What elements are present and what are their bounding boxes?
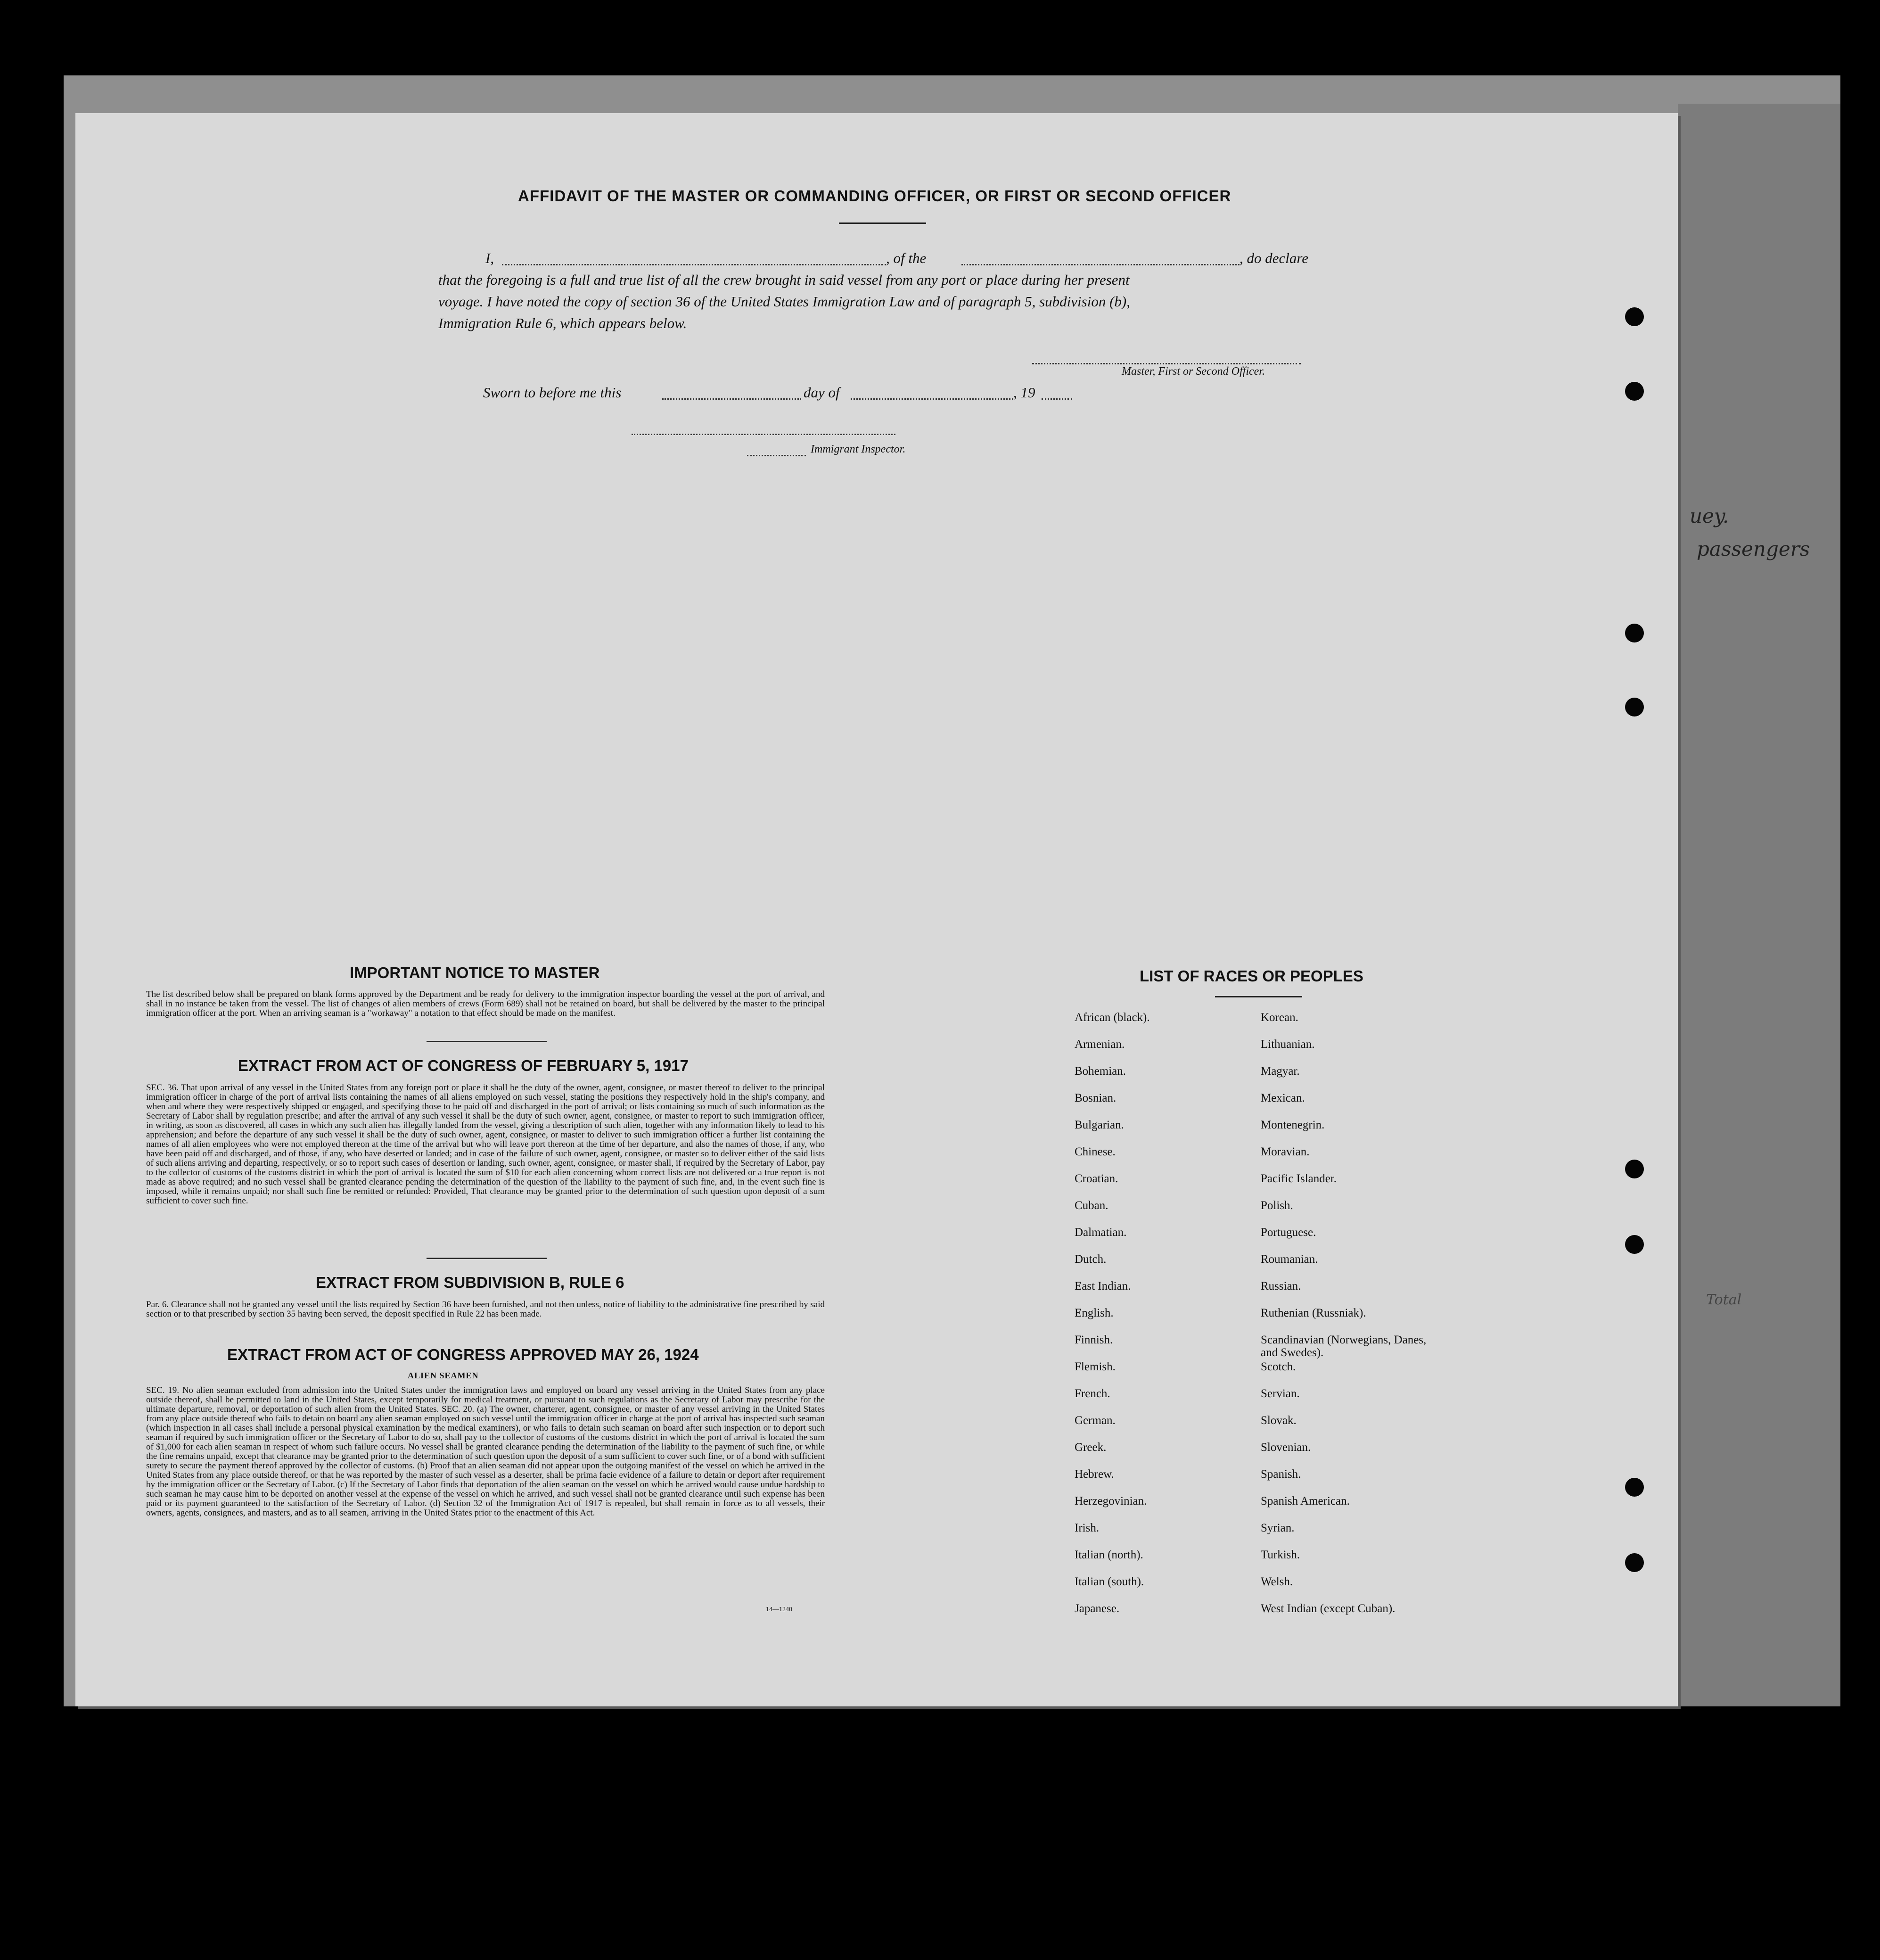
- manifest-page: [75, 113, 1678, 1706]
- race-item: Croatian.: [1075, 1172, 1118, 1185]
- officer-name-blank[interactable]: [502, 264, 886, 265]
- race-item: German.: [1075, 1414, 1116, 1427]
- races-column-1: [1075, 1011, 1244, 1629]
- alien-seamen-subtitle: ALIEN SEAMEN: [408, 1371, 479, 1380]
- margin-note-1: uey.: [1690, 504, 1729, 527]
- rule6-body: Par. 6. Clearance shall not be granted any vessel until the lists required by Section 36 have been furnished, and not then unless, notice of liability to the administrative fine prescribed by said section or to that prescribed by section 35 having been served, the deposit specified in Rule 22 has been made.: [146, 1300, 825, 1319]
- race-item: Roumanian.: [1261, 1253, 1318, 1266]
- race-item: Moravian.: [1261, 1145, 1310, 1158]
- extract-1917-body: SEC. 36. That upon arrival of any vessel in the United States from any foreign port or place it shall be the duty of the owner, agent, consignee, or master thereof to deliver to the principal immigration officer in charge of the port of arrival lists containing the names of all aliens employed on such vessel, stating the positions they respectively hold in the ship's company, and when and where they were respectively shipped or engaged, and specifying those to be paid off and discharged in the port of arrival; or lists containing so much of such information as the Secretary of Labor shall by regulation prescribe; and after the arrival of any such vessel it shall be the duty of such owner, agent, consignee, or master to report to such immigration officer, in writing, as soon as discovered, all cases in which any such alien has illegally landed from the vessel, giving a description of such alien, together with any information likely to lead to his apprehension; and before the departure of any such vessel it shall be the duty of such owner, agent, consignee, or master to deliver to such immigration officer a further list containing the names of all alien employees who were not employed thereon at the time of the arrival but who will leave port thereon at the time of her departure, and also the names of those, if any, who have been paid off and discharged, and of those, if any, who have deserted or landed; and in case of the failure of such owner, agent, consignee, or master so to deliver either of the said lists of such aliens arriving and departing, respectively, or so to report such cases of desertion or landing, such owner, agent, consignee, or master shall, if required by the Secretary of Labor, pay to the collector of customs of the customs district in which the port of arrival is located the sum of $10 for each alien concerning whom correct lists are not delivered or a true report is not made as above required; and no such vessel shall be granted clearance pending the determination of the question of the liability to the payment of such fine, and, in the event such fine is imposed, while it remains unpaid; nor shall such fine be remitted or refunded: Provided, That clearance may be granted prior to the determination of such question upon deposit of a sum sufficient to cover such fine.: [146, 1083, 825, 1206]
- inspector-signature-line[interactable]: [632, 434, 895, 435]
- rule6-title: EXTRACT FROM SUBDIVISION B, RULE 6: [316, 1274, 624, 1291]
- sworn-day-blank[interactable]: [662, 398, 801, 400]
- race-item: Dutch.: [1075, 1253, 1107, 1266]
- race-item: Cuban.: [1075, 1199, 1108, 1212]
- affidavit-line-2: that the foregoing is a full and true list of all the crew brought in said vessel from any port or place during her present: [438, 272, 1130, 288]
- binder-hole: [1625, 698, 1644, 716]
- sworn-label: Sworn to before me this: [483, 384, 622, 401]
- race-item: Bohemian.: [1075, 1065, 1126, 1078]
- affidavit-line-3: voyage. I have noted the copy of section 36 of the United States Immigration Law and of paragraph 5, subdivision (b),: [438, 293, 1130, 310]
- sworn-year-blank[interactable]: [1042, 398, 1072, 400]
- race-item: Servian.: [1261, 1387, 1300, 1400]
- race-item: Korean.: [1261, 1011, 1298, 1024]
- races-divider: [1215, 996, 1302, 997]
- vessel-name-blank[interactable]: [961, 264, 1240, 265]
- race-item: Magyar.: [1261, 1065, 1300, 1078]
- race-item: Spanish.: [1261, 1468, 1301, 1481]
- day-of-label: day of: [804, 384, 840, 401]
- race-item: Russian.: [1261, 1280, 1301, 1293]
- title-divider: [839, 222, 926, 224]
- race-item: Ruthenian (Russniak).: [1261, 1307, 1366, 1319]
- race-item: East Indian.: [1075, 1280, 1131, 1293]
- binder-hole: [1625, 1160, 1644, 1178]
- race-item: Mexican.: [1261, 1092, 1305, 1104]
- race-item: Dalmatian.: [1075, 1226, 1127, 1239]
- races-title: LIST OF RACES OR PEOPLES: [1140, 967, 1363, 985]
- race-item: Armenian.: [1075, 1038, 1125, 1051]
- extract-1917-divider: [427, 1258, 547, 1259]
- extract-1924-title: EXTRACT FROM ACT OF CONGRESS APPROVED MAY 26, 1924: [227, 1346, 699, 1363]
- race-item: Irish.: [1075, 1522, 1100, 1534]
- race-item: West Indian (except Cuban).: [1261, 1602, 1396, 1615]
- race-item: French.: [1075, 1387, 1110, 1400]
- race-item: African (black).: [1075, 1011, 1150, 1024]
- race-item: Italian (south).: [1075, 1575, 1144, 1588]
- binder-hole: [1625, 382, 1644, 401]
- extract-1917-title: EXTRACT FROM ACT OF CONGRESS OF FEBRUARY 5, 1917: [238, 1057, 689, 1074]
- master-signature-line[interactable]: [1032, 363, 1301, 364]
- race-item: Slovenian.: [1261, 1441, 1311, 1454]
- race-item: Japanese.: [1075, 1602, 1120, 1615]
- race-item: Scotch.: [1261, 1360, 1296, 1373]
- binder-hole: [1625, 1553, 1644, 1572]
- affidavit-of-the: , of the: [886, 250, 927, 266]
- notice-divider: [427, 1041, 547, 1042]
- race-item: Flemish.: [1075, 1360, 1116, 1373]
- race-item: Chinese.: [1075, 1145, 1116, 1158]
- margin-note-3: Total: [1706, 1292, 1742, 1308]
- sworn-month-blank[interactable]: [851, 398, 1013, 400]
- binder-hole: [1625, 1478, 1644, 1497]
- race-item: Pacific Islander.: [1261, 1172, 1337, 1185]
- race-item: Welsh.: [1261, 1575, 1293, 1588]
- races-column-2: [1261, 1011, 1459, 1629]
- binder-hole: [1625, 1235, 1644, 1254]
- binder-hole: [1625, 624, 1644, 642]
- form-number: 14—1240: [766, 1606, 792, 1613]
- race-item: Slovak.: [1261, 1414, 1297, 1427]
- inspector-dotted-lead: [747, 455, 806, 456]
- race-item: Spanish American.: [1261, 1495, 1350, 1507]
- affidavit-declare: , do declare: [1240, 250, 1309, 266]
- race-item: Lithuanian.: [1261, 1038, 1315, 1051]
- race-item: English.: [1075, 1307, 1114, 1319]
- affidavit-i: I,: [485, 250, 494, 266]
- race-item: Syrian.: [1261, 1522, 1295, 1534]
- affidavit-title: AFFIDAVIT OF THE MASTER OR COMMANDING OFFICER, OR FIRST OR SECOND OFFICER: [518, 187, 1231, 205]
- year-label: , 19: [1013, 384, 1035, 401]
- race-item: Bulgarian.: [1075, 1119, 1124, 1131]
- notice-body: The list described below shall be prepared on blank forms approved by the Department and be ready for delivery to the immigration inspector boarding the vessel at the port of arrival, and shall in no instance be taken from the vessel. The list of changes of alien members of crews (Form 689) shall not be retained on board, but shall be delivered by the master to the principal immigration officer at the port. When an arriving seaman is a "workaway" a notation to that effect should be made on the manifest.: [146, 989, 825, 1018]
- race-item: Herzegovinian.: [1075, 1495, 1147, 1507]
- race-item: Turkish.: [1261, 1548, 1300, 1561]
- race-item: Bosnian.: [1075, 1092, 1117, 1104]
- race-item: Montenegrin.: [1261, 1119, 1325, 1131]
- race-item: Polish.: [1261, 1199, 1293, 1212]
- master-caption: Master, First or Second Officer.: [1122, 365, 1265, 378]
- notice-title: IMPORTANT NOTICE TO MASTER: [350, 964, 600, 981]
- race-item: Italian (north).: [1075, 1548, 1143, 1561]
- binder-hole: [1625, 307, 1644, 326]
- race-item: Portuguese.: [1261, 1226, 1316, 1239]
- inspector-caption: Immigrant Inspector.: [811, 443, 906, 455]
- race-item: Finnish.: [1075, 1334, 1113, 1346]
- race-item: Hebrew.: [1075, 1468, 1114, 1481]
- extract-1924-body: SEC. 19. No alien seaman excluded from admission into the United States under the immigration laws and employed on board any vessel arriving in the United States from any place outside thereof, shall be permitted to land in the United States, except temporarily for medical treatment, or pursuant to such regulations as the Secretary of Labor may prescribe for the ultimate departure, removal, or deportation of such alien from the United States. SEC. 20. (a) The owner, charterer, agent, consignee, or master of any vessel arriving in the United States from any place outside thereof who fails to detain on board any alien seaman employed on such vessel until the immigration officer in charge at the port of arrival has inspected such seaman (which inspection in all cases shall include a personal physical examination by the medical examiners), or who fails to detain such seaman on board after such inspection or to deport such seaman if required by such immigration officer or the Secretary of Labor to do so, shall pay to the collector of customs of the customs district in which the port of arrival is located the sum of $1,000 for each alien seaman in respect of whom such failure occurs. No vessel shall be granted clearance pending the determination of the liability to the payment of such fine, or while the fine remains unpaid, except that clearance may be granted prior to the determination of such question upon the deposit of a sum sufficient to cover such fine, or of a bond with sufficient surety to secure the payment thereof approved by the collector of customs. (b) Proof that an alien seaman did not appear upon the outgoing manifest of the vessel on which he arrived in the United States from any place outside thereof, or that he was reported by the master of such vessel as a deserter, shall be prima facie evidence of a failure to detain or deport after requirement by the immigration officer or the Secretary of Labor. (c) If the Secretary of Labor finds that deportation of the alien seaman on the vessel on which he arrived would cause undue hardship to such seaman he may cause him to be deported on another vessel at the expense of the vessel on which he arrived, and such vessel shall not be granted clearance until such expense has been paid or its payment guaranteed to the satisfaction of the Secretary of Labor. (d) Section 32 of the Immigration Act of 1917 is repealed, but shall remain in force as to all vessels, their owners, agents, consignees, and masters, and as to all seamen, arriving in the United States prior to the enactment of this Act.: [146, 1385, 825, 1518]
- race-item: Greek.: [1075, 1441, 1107, 1454]
- back-sheet-edge: [1678, 104, 1840, 1706]
- race-item: Scandinavian (Norwegians, Danes, and Swedes).: [1261, 1334, 1427, 1359]
- margin-note-2: passengers: [1697, 537, 1810, 560]
- affidavit-line-4: Immigration Rule 6, which appears below.: [438, 315, 687, 331]
